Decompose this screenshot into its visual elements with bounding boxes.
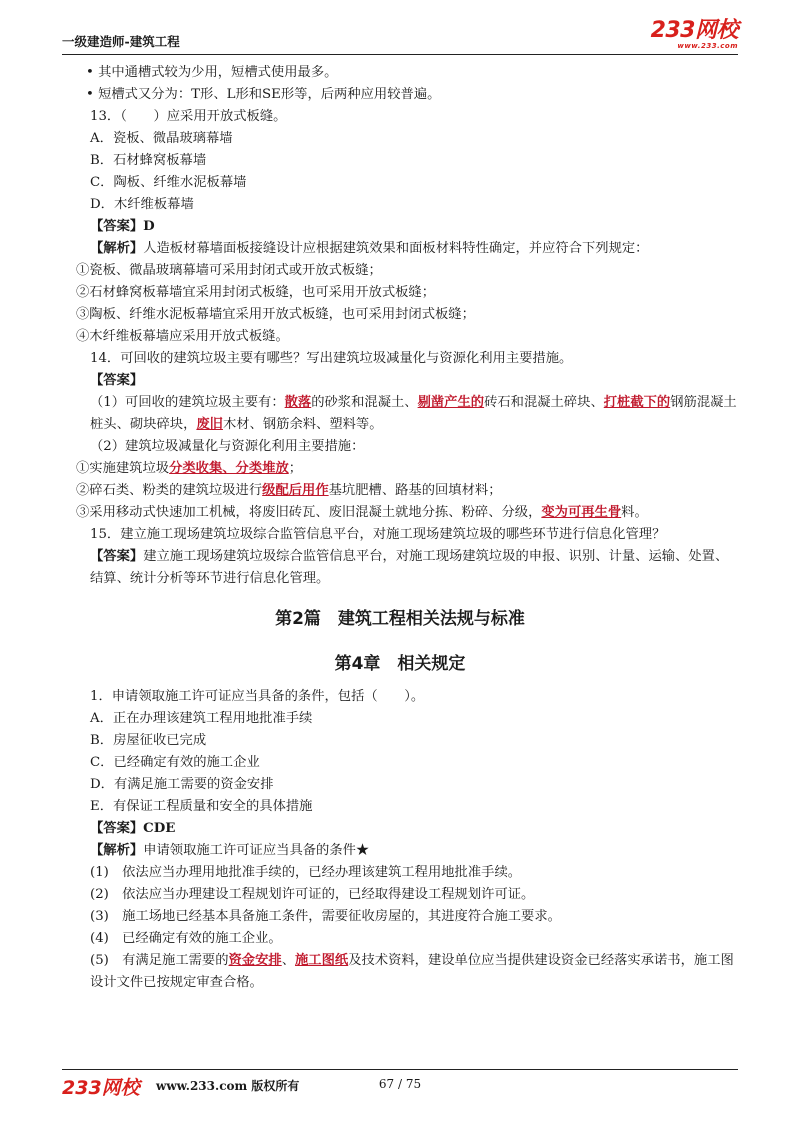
question-13: 13．（ ）应采用开放式板缝。 — [90, 109, 287, 124]
document-body — [62, 62, 738, 994]
page-header — [62, 20, 738, 55]
answer-line: 【答案】D — [90, 219, 155, 234]
answer-line: 【答案】 — [90, 373, 144, 388]
answer-paragraph — [62, 546, 738, 590]
highlight-span: 施工图纸 — [295, 953, 349, 968]
condition-item: (3) 施工场地已经基本具备施工条件，需要征收房屋的，其进度符合施工要求。 — [90, 909, 561, 924]
explanation-line — [62, 238, 738, 260]
text-span: 木材、钢筋余料、塑料等。 — [222, 417, 383, 432]
brand-logo — [651, 20, 738, 50]
page-number: 67 / 75 — [378, 1077, 422, 1091]
text-span: 钢筋混凝土桩头、砌块碎块， — [90, 395, 737, 432]
brand-logo-url: www.233.com — [677, 42, 738, 50]
answer-line: 【答案】CDE — [90, 821, 176, 836]
footer-copyright: www.233.com 版权所有 — [156, 1079, 300, 1093]
highlight-span: 分类收集、分类堆放 — [169, 461, 289, 476]
highlight-span: 变为可再生骨 — [541, 505, 622, 520]
question-15: 15．建立施工现场建筑垃圾综合监管信息平台，对施工现场建筑垃圾的哪些环节进行信息化管理？ — [90, 527, 666, 542]
text-span: ①实施建筑垃圾 — [76, 461, 170, 476]
option-d: D．木纤维板幕墙 — [90, 197, 194, 212]
text-span: ； — [288, 461, 303, 476]
highlight-span: 剔凿产生的 — [417, 395, 485, 410]
explanation-label: 【解析】 — [90, 843, 144, 858]
text-span: 及技术资料，建设单位应当提供建设资金已经落实承诺书，施工图设计文件已按规定审查合格。 — [90, 953, 734, 990]
highlight-span: 散落 — [284, 395, 312, 410]
explanation-text: 申请领取施工许可证应当具备的条件★ — [143, 843, 370, 858]
brand-logo-text: 233网校 — [650, 18, 738, 43]
text-span: ③采用移动式快速加工机械，将废旧砖瓦、废旧混凝土就地分拣、粉碎、分级， — [76, 505, 542, 520]
bullet-line: • 短槽式又分为：T形、L形和SE形等，后两种应用较普遍。 — [86, 87, 441, 102]
option-b: B．房屋征收已完成 — [90, 733, 207, 748]
condition-item: (4) 已经确定有效的施工企业。 — [90, 931, 282, 946]
option-e: E．有保证工程质量和安全的具体措施 — [90, 799, 313, 814]
explanation-label: 【解析】 — [90, 241, 144, 256]
question-1: 1．申请领取施工许可证应当具备的条件，包括（ ）。 — [90, 689, 425, 704]
option-a: A．瓷板、微晶玻璃幕墙 — [90, 131, 233, 146]
bullet-line: • 其中通槽式较为少用，短槽式使用最多。 — [86, 65, 338, 80]
page-footer — [62, 1069, 738, 1098]
chapter-title: 第4章 相关规定 — [334, 654, 466, 674]
condition-item: (2) 依法应当办理建设工程规划许可证的，已经取得建设工程规划许可证。 — [90, 887, 535, 902]
explanation-line — [62, 840, 738, 862]
text-span: 基坑肥槽、路基的回填材料； — [328, 483, 502, 498]
part-title: 第2篇 建筑工程相关法规与标准 — [275, 609, 525, 629]
answer-label: 【答案】 — [90, 549, 144, 564]
question-14: 14．可回收的建筑垃圾主要有哪些？写出建筑垃圾减量化与资源化利用主要措施。 — [90, 351, 573, 366]
text-span: (5) 有满足施工需要的 — [90, 953, 229, 968]
answer-paragraph-2: （2）建筑垃圾减量化与资源化利用主要措施： — [90, 439, 365, 454]
option-b: B．石材蜂窝板幕墙 — [90, 153, 207, 168]
highlight-span: 废旧 — [196, 417, 223, 432]
condition-item — [62, 950, 738, 994]
highlight-span: 级配后用作 — [262, 483, 329, 498]
option-c: C．已经确定有效的施工企业 — [90, 755, 260, 770]
condition-item: (1) 依法应当办理用地批准手续的，已经办理该建筑工程用地批准手续。 — [90, 865, 522, 880]
answer-paragraph-1 — [62, 392, 738, 436]
text-span: 料。 — [621, 505, 648, 520]
text-span: （1）可回收的建筑垃圾主要有： — [90, 395, 285, 410]
text-span: ②碎石类、粉类的建筑垃圾进行 — [76, 483, 263, 498]
explanation-text: 人造板材幕墙面板接缝设计应根据建筑效果和面板材料特性确定，并应符合下列规定： — [143, 241, 649, 256]
answer-text: 建立施工现场建筑垃圾综合监管信息平台，对施工现场建筑垃圾的申报、识别、计量、运输、处置、结算、统计分析等环节进行信息化管理。 — [90, 549, 729, 586]
measure-item — [62, 458, 738, 480]
option-d: D．有满足施工需要的资金安排 — [90, 777, 274, 792]
text-span: 、 — [281, 953, 295, 968]
highlight-span: 资金安排 — [228, 953, 282, 968]
explanation-item: ③陶板、纤维水泥板幕墙宜采用开放式板缝，也可采用封闭式板缝； — [76, 307, 475, 322]
explanation-item: ①瓷板、微晶玻璃幕墙可采用封闭式或开放式板缝； — [76, 263, 382, 278]
measure-item — [62, 502, 738, 524]
explanation-item: ④木纤维板幕墙应采用开放式板缝。 — [76, 329, 289, 344]
text-span: 砖石和混凝土碎块、 — [484, 395, 604, 410]
option-a: A．正在办理该建筑工程用地批准手续 — [90, 711, 313, 726]
option-c: C．陶板、纤维水泥板幕墙 — [90, 175, 247, 190]
text-span: 的砂浆和混凝土、 — [311, 395, 418, 410]
measure-item — [62, 480, 738, 502]
highlight-span: 打桩截下的 — [603, 395, 671, 410]
header-title: 一级建造师-建筑工程 — [62, 34, 180, 49]
footer-logo: 233网校 — [62, 1077, 140, 1099]
explanation-item: ②石材蜂窝板幕墙宜采用封闭式板缝，也可采用开放式板缝； — [76, 285, 436, 300]
